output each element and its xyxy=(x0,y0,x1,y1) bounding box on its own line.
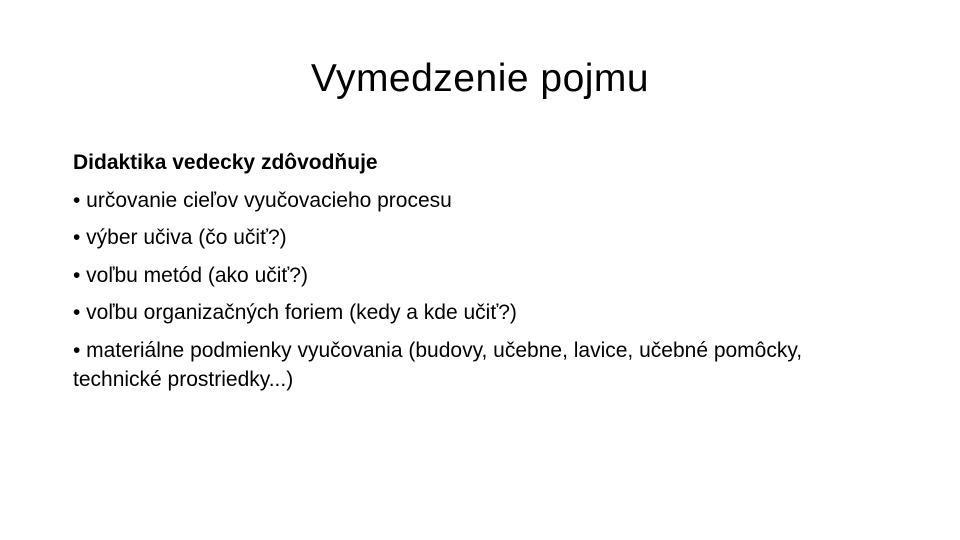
bullet-item-conditions: • materiálne podmienky vyučovania (budovy, učebne, lavice, učebné pomôcky, technické prostriedky...) xyxy=(73,338,803,391)
slide-title: Vymedzenie pojmu xyxy=(310,57,650,100)
bullet-item-methods: • voľbu metód (ako učiť?) xyxy=(73,263,308,287)
bullet-list xyxy=(73,182,893,394)
slide-body xyxy=(73,144,893,394)
bullet-item-goals: • určovanie cieľov vyučovacieho procesu xyxy=(73,188,452,212)
body-heading: Didaktika vedecky zdôvodňuje xyxy=(73,151,378,174)
bullet-item-forms: • voľbu organizačných foriem (kedy a kde učiť?) xyxy=(73,301,517,324)
bullet-item-content: • výber učiva (čo učiť?) xyxy=(73,226,287,249)
